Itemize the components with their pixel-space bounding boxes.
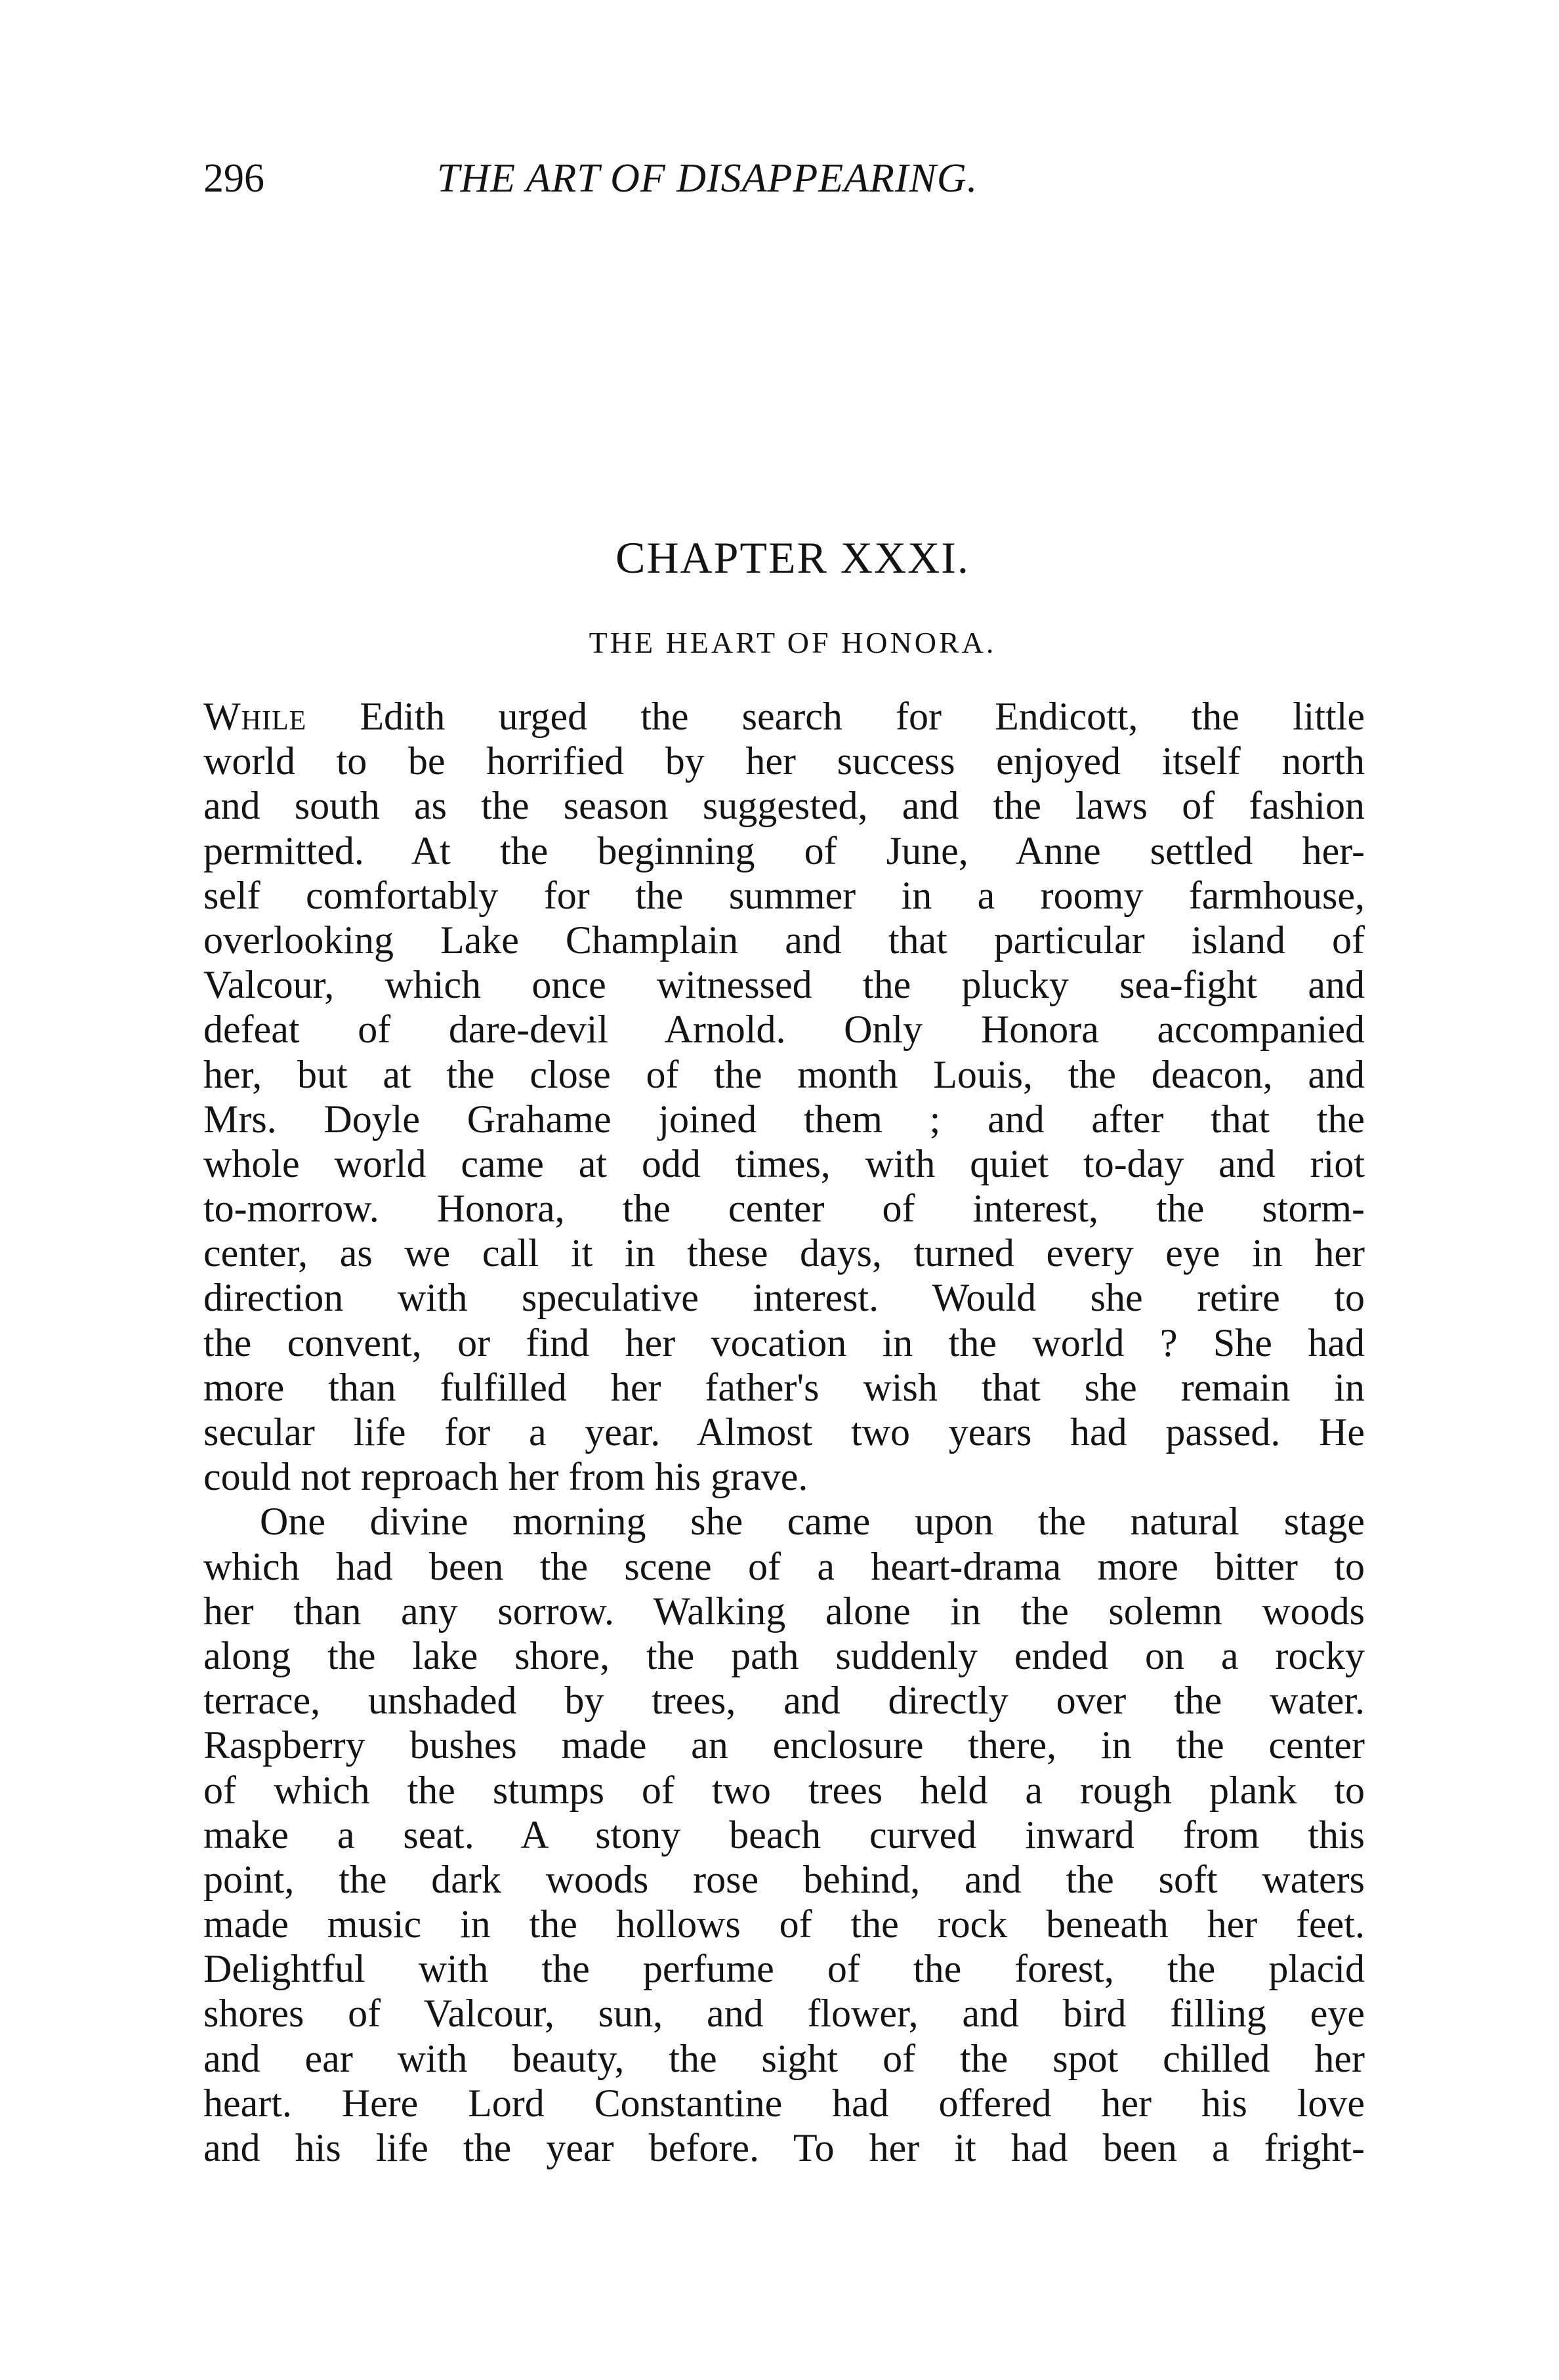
text-line: shores of Valcour, sun, and flower, and bird filling eye — [203, 1992, 1365, 2036]
text-line: made music in the hollows of the rock beneath her feet. — [203, 1902, 1365, 1946]
text-line: to-morrow. Honora, the center of interest, the storm- — [203, 1187, 1365, 1231]
text-line: more than fulfilled her father's wish that she remain in — [203, 1365, 1365, 1409]
running-title: THE ART OF DISAPPEARING. — [437, 156, 978, 201]
text-line: of which the stumps of two trees held a rough plank to — [203, 1768, 1365, 1812]
text-line: the convent, or find her vocation in the world ? She had — [203, 1321, 1365, 1364]
body-text — [203, 694, 1365, 2170]
text-line: and ear with beauty, the sight of the spot chilled her — [203, 2036, 1365, 2080]
chapter-subtitle: THE HEART OF HONORA. — [589, 626, 997, 659]
text-line: overlooking Lake Champlain and that particular island of — [203, 918, 1365, 962]
text-line: her than any sorrow. Walking alone in the solemn woods — [203, 1589, 1365, 1633]
text-line: make a seat. A stony beach curved inward from this — [203, 1813, 1365, 1857]
text-line: which had been the scene of a heart-drama more bitter to — [203, 1544, 1365, 1588]
text-line: Mrs. Doyle Grahame joined them ; and after that the — [203, 1097, 1365, 1141]
text-line: her, but at the close of the month Louis, the deacon, and — [203, 1052, 1365, 1096]
chapter-title: CHAPTER XXXI. — [615, 533, 970, 583]
text-line: heart. Here Lord Constantine had offered her his love — [203, 2081, 1365, 2125]
text-line: While Edith urged the search for Endicott, the little — [203, 695, 1365, 738]
text-line: Delightful with the perfume of the forest, the placid — [203, 1947, 1365, 1991]
text-line: and his life the year before. To her it had been a fright- — [203, 2126, 1365, 2169]
text-line: and south as the season suggested, and the laws of fashion — [203, 784, 1365, 828]
text-line: direction with speculative interest. Would she retire to — [203, 1276, 1365, 1320]
text-line: secular life for a year. Almost two years had passed. He — [203, 1410, 1365, 1454]
text-line: center, as we call it in these days, turned every eye in her — [203, 1231, 1365, 1275]
text-line: permitted. At the beginning of June, Anne settled her- — [203, 829, 1365, 872]
first-word: While — [203, 695, 307, 738]
text-line: One divine morning she came upon the natural stage — [260, 1500, 1365, 1544]
text-line: whole world came at odd times, with quiet to-day and riot — [203, 1141, 1365, 1185]
text-line: defeat of dare-devil Arnold. Only Honora accompanied — [203, 1008, 1365, 1052]
text-line: terrace, unshaded by trees, and directly over the water. — [203, 1679, 1365, 1723]
page-number: 296 — [203, 156, 264, 201]
text-line: self comfortably for the summer in a roomy farmhouse, — [203, 873, 1365, 917]
text-line: along the lake shore, the path suddenly ended on a rocky — [203, 1633, 1365, 1677]
running-header — [203, 152, 1371, 205]
text-line: point, the dark woods rose behind, and the soft waters — [203, 1857, 1365, 1901]
text-line: Valcour, which once witnessed the plucky sea-fight and — [203, 963, 1365, 1007]
text-line: could not reproach her from his grave. — [203, 1455, 808, 1499]
text-line: Raspberry bushes made an enclosure there, in the center — [203, 1723, 1365, 1767]
text-line: world to be horrified by her success enjoyed itself north — [203, 739, 1365, 783]
